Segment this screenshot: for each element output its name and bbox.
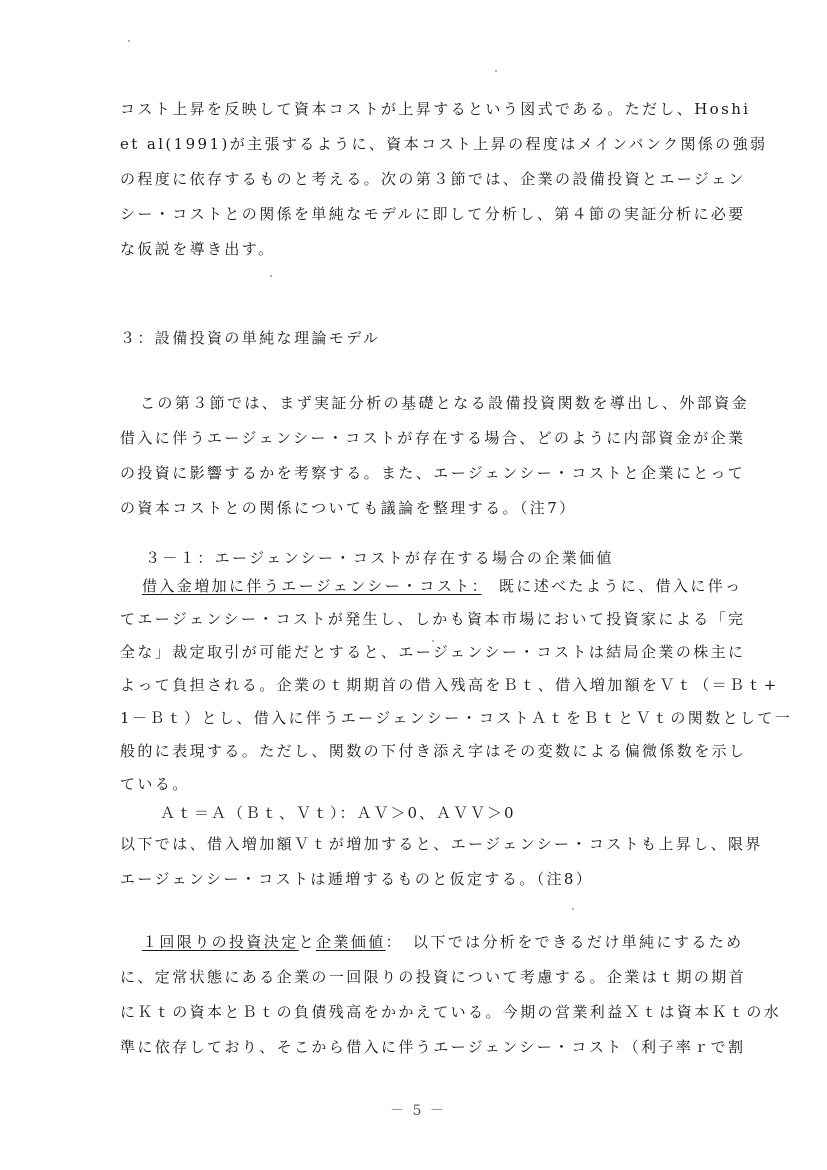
text-line: の程度に依存するものと考える。次の第３節では、企業の設備投資とエージェン <box>120 170 746 188</box>
scan-speck <box>128 40 130 42</box>
text-line: 全な」裁定取引が可能だとすると、エージェンシー・コストは結局企業の株主に <box>120 643 746 661</box>
text-line: にＫｔの資本とＢｔの負債残高をかかえている。今期の営業利益Ｘｔは資本Ｋｔの水 <box>120 1003 782 1021</box>
text-line: この第３節では、まず実証分析の基礎となる設備投資関数を導出し、外部資金 <box>140 394 750 412</box>
scan-speck <box>270 275 272 277</box>
text-line: 般的に表現する。ただし、関数の下付き添え字はその変数による偏微係数を示し <box>120 742 747 760</box>
paragraph-4 <box>120 827 763 897</box>
text-line: 準に依存しており、そこから借入に伴うエージェンシー・コスト（利子率ｒで割 <box>120 1038 746 1056</box>
text-line <box>120 925 744 960</box>
text-line: エージェンシー・コストは逓増するものと仮定する。（注8） <box>120 870 594 888</box>
text-line: の投資に影響するかを考察する。また、エージェンシー・コストと企業にとって <box>120 464 746 482</box>
paragraph-5 <box>120 925 782 1065</box>
text-line: よって負担される。企業のｔ期期首の借入残高をＢｔ、借入増加額をＶｔ（＝Ｂｔ+ <box>120 676 779 694</box>
scan-speck <box>495 70 497 72</box>
underlined-term: １回限りの投資決定 <box>142 933 299 951</box>
underlined-term: 企業価値 <box>316 933 386 951</box>
paragraph-1 <box>120 92 768 267</box>
formula: Ａｔ＝Ａ（Ｂｔ、Ｖｔ）：ＡＶ＞0、ＡＶＶ＞0 <box>160 804 516 822</box>
underlined-term: 借入金増加に伴うエージェンシー・コスト： <box>142 577 482 595</box>
paragraph-2 <box>120 386 750 526</box>
text-line: ている。 <box>120 775 190 793</box>
text-line <box>120 570 743 603</box>
text-line: コスト上昇を反映して資本コストが上昇するという図式である。ただし、Hoshi <box>120 100 751 118</box>
subsection-heading: ３－１：エージェンシー・コストが存在する場合の企業価値 <box>145 549 614 567</box>
text-line: et al(1991)が主張するように、資本コスト上昇の程度はメインバンク関係の強弱 <box>120 135 768 153</box>
text-line: な仮説を導き出す。 <box>120 240 276 258</box>
section-heading: ３：設備投資の単純な理論モデル <box>120 329 381 347</box>
text-line: 以下では、借入増加額Ｖｔが増加すると、エージェンシー・コストも上昇し、限界 <box>120 835 763 853</box>
text-run: と <box>298 933 317 951</box>
text-line: の資本コストとの関係についても議論を整理する。（注7） <box>120 499 577 517</box>
text-run: 既に述べたように、借入に伴っ <box>481 577 743 595</box>
text-line: シー・コストとの関係を単純なモデルに即して分析し、第４節の実証分析に必要 <box>120 205 746 223</box>
page-number: － 5 － <box>390 1103 446 1119</box>
scan-speck <box>572 908 574 910</box>
text-run: ： 以下では分析をできるだけ単純にするため <box>385 933 744 951</box>
text-line: に、定常状態にある企業の一回限りの投資について考慮する。企業はｔ期の期首 <box>120 968 747 986</box>
text-line: 借入に伴うエージェンシー・コストが存在する場合、どのように内部資金が企業 <box>120 429 746 447</box>
text-line: てエージェンシー・コストが発生し、しかも資本市場において投資家による「完 <box>120 610 746 628</box>
text-line: 1－Ｂｔ）とし、借入に伴うエージェンシー・コストＡｔをＢｔとＶｔの関数として一 <box>120 709 793 727</box>
paragraph-3 <box>120 570 793 801</box>
